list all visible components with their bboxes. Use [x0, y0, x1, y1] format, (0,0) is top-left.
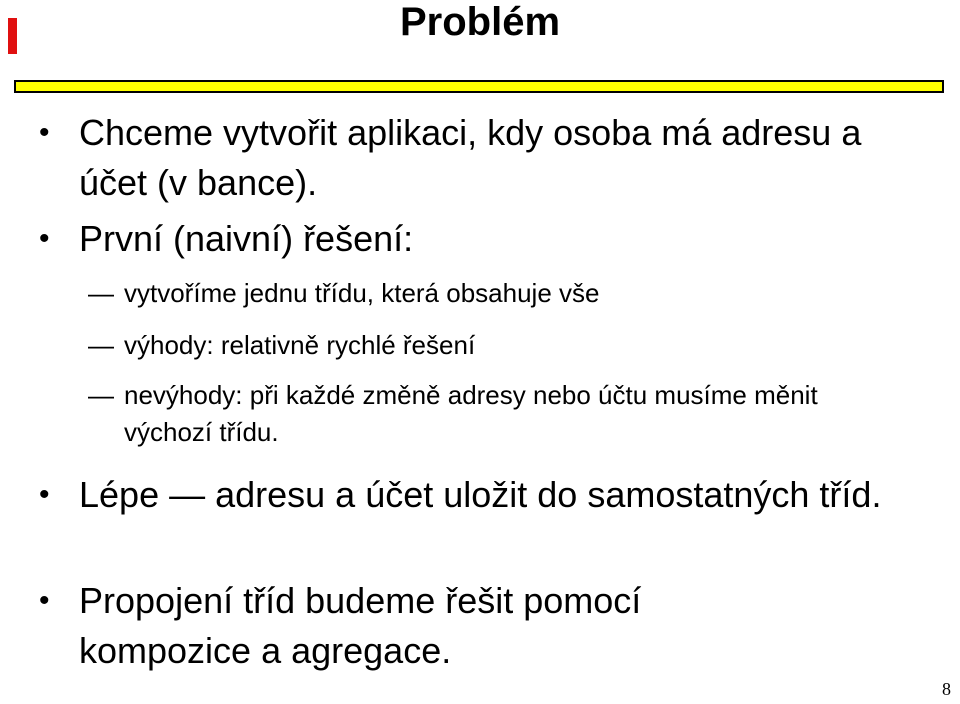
bullet-item [39, 214, 939, 264]
slide-title: Problém [399, 0, 561, 44]
sub-bullet-item [88, 327, 904, 364]
sub-bullet-text: vytvoříme jednu třídu, která obsahuje vše [124, 278, 600, 308]
disc-bullet-icon: • [39, 478, 50, 511]
bullet-item [39, 108, 939, 208]
dash-bullet-icon: — [88, 330, 114, 360]
disc-bullet-icon: • [39, 116, 50, 149]
disc-bullet-icon: • [39, 222, 50, 255]
disc-bullet-icon: • [39, 584, 50, 617]
bullet-text: Propojení tříd budeme řešit pomocí kompozice a agregace. [79, 580, 642, 671]
sub-bullet-text: nevýhody: při každé změně adresy nebo účtu musíme měnit výchozí třídu. [124, 380, 818, 447]
bullet-item [39, 576, 779, 676]
bullet-text: První (naivní) řešení: [79, 218, 414, 259]
dash-bullet-icon: — [88, 380, 114, 410]
sub-bullet-item [88, 377, 844, 451]
sub-bullet-item [88, 275, 904, 312]
sub-bullet-text: výhody: relativně rychlé řešení [124, 330, 476, 360]
bullet-item [39, 470, 939, 520]
bullet-text: Lépe — adresu a účet uložit do samostatných tříd. [79, 474, 882, 515]
dash-bullet-icon: — [88, 278, 114, 308]
bullet-text: Chceme vytvořit aplikaci, kdy osoba má adresu a účet (v bance). [79, 112, 862, 203]
page-number: 8 [942, 679, 951, 699]
